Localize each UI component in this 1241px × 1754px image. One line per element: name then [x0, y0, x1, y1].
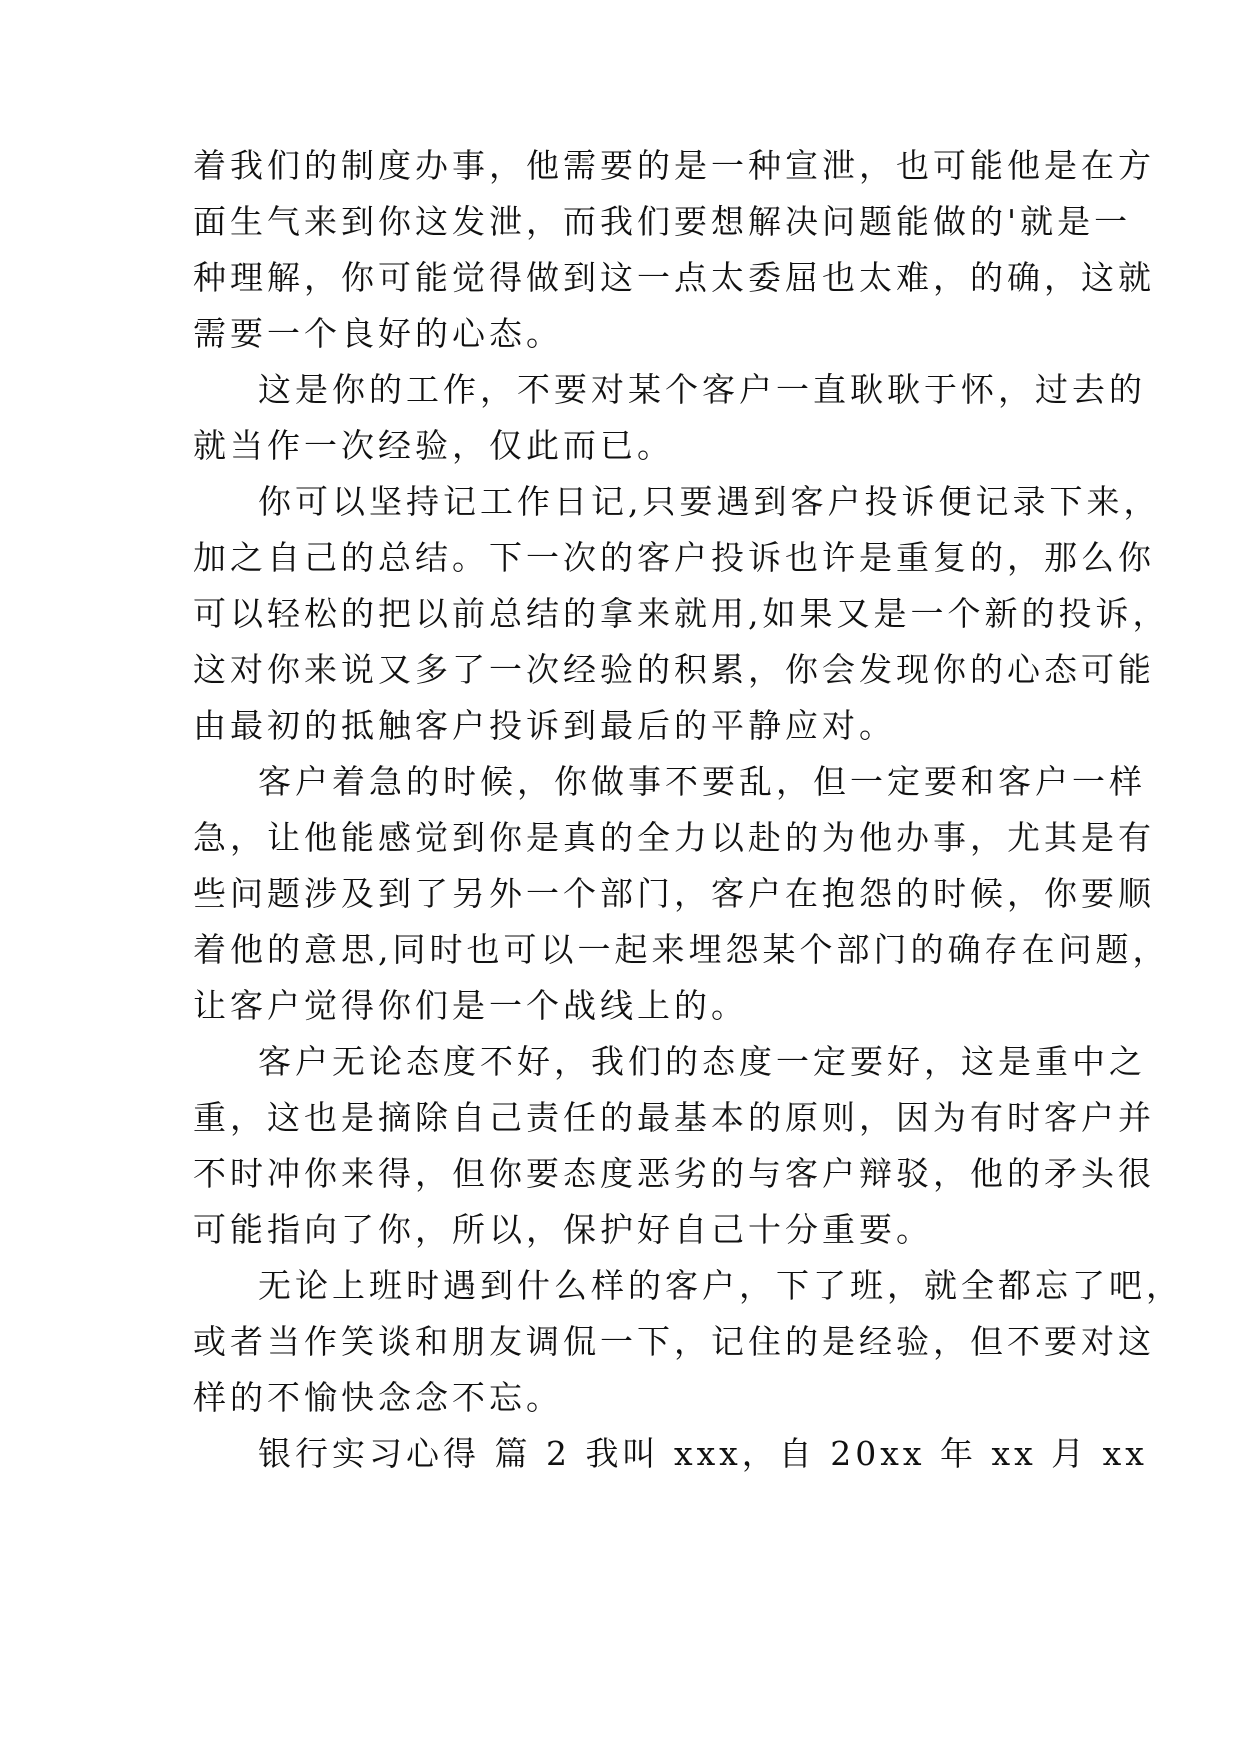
text-line: 加之自己的总结。下一次的客户投诉也许是重复的，那么你	[193, 538, 1155, 577]
text-line: 着他的意思,同时也可以一起来埋怨某个部门的确存在问题，	[193, 930, 1170, 969]
text-line: 需要一个良好的心态。	[193, 314, 563, 353]
text-line: 些问题涉及到了另外一个部门，客户在抱怨的时候，你要顺	[193, 874, 1155, 913]
text-line: 让客户觉得你们是一个战线上的。	[193, 986, 748, 1025]
text-line: 重，这也是摘除自己责任的最基本的原则，因为有时客户并	[193, 1098, 1155, 1137]
paragraph-start-line: 这是你的工作，不要对某个客户一直耿耿于怀，过去的	[258, 370, 1146, 409]
text-line: 可以轻松的把以前总结的拿来就用,如果又是一个新的投诉，	[193, 594, 1170, 633]
paragraph-start-line: 无论上班时遇到什么样的客户，下了班，就全都忘了吧，	[258, 1266, 1183, 1305]
text-line: 种理解，你可能觉得做到这一点太委屈也太难，的确，这就	[193, 258, 1155, 297]
section-heading-line: 银行实习心得 篇 2 我叫 xxx，自 20xx 年 xx 月 xx	[258, 1434, 1148, 1473]
text-line: 由最初的抵触客户投诉到最后的平静应对。	[193, 706, 896, 745]
text-line: 这对你来说又多了一次经验的积累，你会发现你的心态可能	[193, 650, 1155, 689]
paragraph-start-line: 客户无论态度不好，我们的态度一定要好，这是重中之	[258, 1042, 1146, 1081]
paragraph-start-line: 客户着急的时候，你做事不要乱，但一定要和客户一样	[258, 762, 1146, 801]
text-line: 样的不愉快念念不忘。	[193, 1378, 563, 1417]
text-line: 可能指向了你，所以，保护好自己十分重要。	[193, 1210, 933, 1249]
text-line: 面生气来到你这发泄，而我们要想解决问题能做的'就是一	[193, 202, 1132, 241]
text-line: 就当作一次经验，仅此而已。	[193, 426, 674, 465]
text-line: 或者当作笑谈和朋友调侃一下，记住的是经验，但不要对这	[193, 1322, 1155, 1361]
text-line: 不时冲你来得，但你要态度恶劣的与客户辩驳，他的矛头很	[193, 1154, 1155, 1193]
paragraph-start-line: 你可以坚持记工作日记,只要遇到客户投诉便记录下来，	[258, 482, 1161, 521]
text-line: 着我们的制度办事，他需要的是一种宣泄，也可能他是在方	[193, 146, 1155, 185]
text-line: 急，让他能感觉到你是真的全力以赴的为他办事，尤其是有	[193, 818, 1155, 857]
